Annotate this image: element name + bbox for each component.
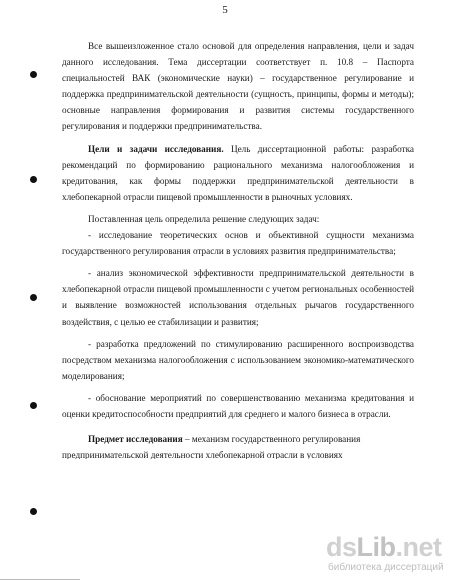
task-item-1: - исследование теоретических основ и объективной сущности механизма государственного регулирования отрасли в условиях развития предпринимательства; bbox=[62, 230, 414, 257]
goals-heading: Цели и задачи исследования. bbox=[88, 143, 224, 154]
document-body bbox=[62, 38, 414, 459]
watermark-logo-lib: Lib bbox=[356, 532, 396, 562]
watermark-logo bbox=[326, 534, 442, 561]
task-item-2: - анализ экономической эффективности предпринимательской деятельности в хлебопекарной отрасли пищевой промышленности с учетом региональных особенностей и выявление возможностей использования отдельных рычагов государственного воздействия, с целью ее стабилизации и развития; bbox=[62, 268, 414, 327]
task-item-4: - обоснование мероприятий по совершенствованию механизма кредитования и оценки кредитоспособности предприятий для среднего и малого бизнеса в отрасли. bbox=[62, 392, 414, 419]
watermark bbox=[326, 534, 444, 574]
punch-hole-mark bbox=[30, 402, 37, 409]
punch-hole-mark bbox=[30, 176, 37, 183]
subject-heading: Предмет исследования bbox=[88, 434, 183, 445]
punch-hole-mark bbox=[30, 71, 37, 78]
subject-text: – механизм государственного регулирования bbox=[182, 434, 361, 445]
punch-hole-mark bbox=[30, 508, 37, 515]
watermark-logo-net: .net bbox=[395, 532, 442, 562]
paragraph-tasks-intro: Поставленная цель определила решение следующих задач: bbox=[88, 213, 320, 224]
watermark-logo-ds: ds bbox=[326, 532, 357, 562]
goals-text: Цель диссертационной работы: разработка рекомендаций по формированию рационального механизма налогообложения и кредитования, как формы поддержки предпринимательской деятельности в хлебопекарной отрасли пищевой промышленности в рыночных условиях. bbox=[62, 143, 414, 202]
watermark-subtitle: библиотека диссертаций bbox=[328, 562, 444, 573]
page-number: 5 bbox=[222, 4, 228, 16]
paragraph-subject-cutoff: предпринимательской деятельности хлебопекарной отрасли в условиях bbox=[62, 450, 343, 460]
footer-divider bbox=[0, 576, 80, 580]
task-item-3: - разработка предложений по стимулированию расширенного воспроизводства посредством механизма налогообложения с использованием экономико-математического моделирования; bbox=[62, 338, 414, 381]
paragraph-subject bbox=[62, 431, 414, 447]
punch-hole-mark bbox=[30, 294, 37, 301]
paragraph-goals bbox=[62, 141, 414, 205]
paragraph-intro: Все вышеизложенное стало основой для определения направления, цели и задач данного исследования. Тема диссертации соответствует п. 10.8 – Паспорта специальностей ВАК (экономические науки) – государственное регулирование и поддержка предпринимательской деятельности (сущность, принципы, формы и методы); основные направления формирования и развития системы государственного регулирования и поддержки предпринимательства. bbox=[62, 41, 414, 132]
